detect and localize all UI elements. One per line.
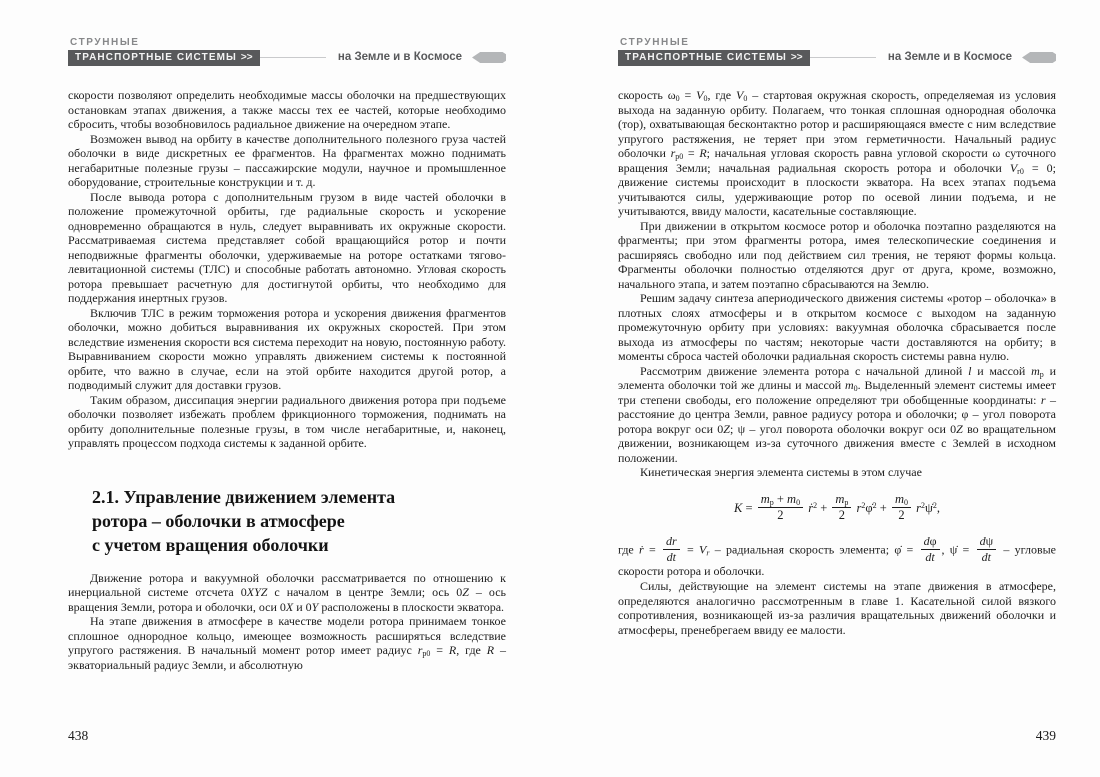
kinetic-energy-formula: K = $\frac{m_р + m_0}{2}$ ṙ$^2$ + $\frac{m_р}{2}$ $r^2\varphi̇^2$ + $\frac{m_0}{2}$ $r^2\psi̇^2$, [734, 491, 940, 523]
page-number: 439 [1035, 728, 1056, 743]
paragraph: Силы, действующие на элемент системы на этапе движения в атмосфере, определяются аналогично рассмотренным в главе 1. Касательной силой вязкого сопротивления, возникающей из-за различия вращательных движений оболочки и атмосферы, пренебрегаем ввиду ее малости. [618, 579, 1056, 637]
section-heading-line: с учетом вращения оболочки [92, 534, 329, 555]
running-head [68, 36, 506, 66]
paragraph: При движении в открытом космосе ротор и оболочка поэтапно разделяются на фрагменты; при этом фрагменты ротора, имея телескопические соединения и расширяясь свободно или под действием сил трения, не теряют формы кольца. Фрагменты оболочки полностью отделяются друг от друга, кроме, возможно, начального этапа, и затем поэтапно сбрасываются на Землю. [618, 218, 1056, 291]
paragraph: После вывода ротора с дополнительным грузом в виде частей оболочки в положение промежуточной орбиты, где радиальные скорость и ускорение одновременно обращаются в нуль, следует выравнивать их окружные скорости. Рассматриваемая система представляет собой вращающийся ротор и почти неподвижные фрагменты оболочки, удерживаемые на роторе остатками тягово-левитационной системы (ТЛС) и способные работать автономно. Угловая скорость ротора превышает расчетную для достигнутой орбиты, что необходимо для поддержания инертных грузов. [68, 189, 506, 305]
paragraph: скорость $\omega_0 = V_0$, где $V_0$ – стартовая окружная скорость, определяемая из условия выхода на заданную орбиту. Полагаем, что тонкая сплошная однородная оболочка (тор), охватывающая бесконтактно ротор и расширяющаяся вместе с ним вследствие упругого растяжения, не теряет при этом герметичности. Начальный радиус оболочки $r_{р0} = R$; начальная угловая скорость равна угловой скорости ω суточного вращения Земли; начальная радиальная скорость ротора и оболочки $V_{r0} = 0$; движение системы происходит в плоскости экватора. На всех этапах подъема учитываются силы, удерживающие ротор по осевой линии подъема, и не учитываются, ввиду малости, касательные составляющие. [618, 88, 1056, 218]
brand-box [618, 50, 810, 66]
right-text-column [618, 88, 1056, 637]
paragraph: Включив ТЛС в режим торможения ротора и ускорения движения фрагментов оболочки, можно добиться выравнивания их окружных скоростей. При этом вследствие изменения скорости вся система переходит на новую, постоянную работу. Выравниванием скорости можно управлять движением системы к постоянной орбите, что важно в случае, если на этой орбите находится другой ротор, а подводимый служит для доставки грузов. [68, 305, 506, 392]
header-rule [260, 57, 326, 58]
paragraph: Возможен вывод на орбиту в качестве дополнительного полезного груза частей оболочки в виде дискретных ее фрагментов. На фрагментах можно поднимать негабаритные полезные грузы – пассажирские модули, научное и промышленное оборудование, строительные конструкции и т. д. [68, 131, 506, 189]
brand-top-label: СТРУННЫЕ [70, 37, 140, 48]
paragraph: Кинетическая энергия элемента системы в этом случае [640, 465, 922, 479]
paragraph: Рассмотрим движение элемента ротора с начальной длиной l и массой $m_р$ и элемента оболочки той же длины и массой $m_0$. Выделенный элемент системы имеет три степени свободы, его положение определяют три обобщенные координаты: r – расстояние до центра Земли, равное радиусу ротора и оболочки; φ – угол поворота ротора вокруг оси 0Z; ψ – угол поворота оболочки вокруг оси 0Z во вращательном движении, возникающем из-за суточного движения вместе с Землей в исходном положении. [618, 363, 1057, 465]
left-text-column [68, 88, 506, 672]
section-heading [92, 485, 506, 557]
page-right [618, 36, 1056, 756]
section-heading-line: 2.1. Управление движением элемента [92, 486, 396, 507]
header-tagline: на Земле и в Космосе [337, 51, 462, 63]
section-heading-line: ротора – оболочки в атмосфере [92, 510, 345, 531]
paragraph: скорости позволяют определить необходимые массы оболочки на предшествующих остановкам этапах движения, а также массы тех ее частей, которые необходимо сбросить, чтобы возобновилось радиальное движение на очередном этапе. [68, 88, 506, 131]
brand-box-label: ТРАНСПОРТНЫЕ СИСТЕМЫ [75, 52, 237, 63]
header-tagline: на Земле и в Космосе [887, 51, 1012, 63]
paragraph: Движение ротора и вакуумной оболочки рассматривается по отношению к инерциальной системе отсчета 0XYZ с началом в центре Земли; ось 0Z – ось вращения Земли, ротора и оболочки, оси 0X и 0Y расположены в плоскости экватора. [68, 570, 506, 614]
left-arrow-icon [1022, 52, 1056, 63]
paragraph: На этапе движения в атмосфере в качестве модели ротора принимаем тонкое сплошное однородное кольцо, имеющее возможность расширяться вследствие упругого растяжения. В начальный момент ротор имеет радиус $r_{р0} = R$, где R – экваториальный радиус Земли, и абсолютную [68, 614, 506, 672]
running-head [618, 36, 1056, 66]
paragraph: где ṙ = $\frac{dr}{dt}$ = $V_r$ – радиальная скорость элемента; φ̇ = $\frac{d\varphi}{dt}$ , ψ̇ = $\frac{d\psi}{dt}$ – угловые скорости ротора и оболочки. [618, 534, 1056, 579]
chevrons-icon: >> [790, 52, 803, 63]
paragraph: Решим задачу синтеза апериодического движения системы «ротор – оболочка» в плотных слоях атмосферы и в открытом космосе с выходом на заданную промежуточную орбиту при условиях: вакуумная оболочка сбрасывается после выхода из атмосферы по частям; некоторые части доставляются на орбиту; в моменты сброса частей оболочки радиальная скорость системы равна нулю. [618, 291, 1056, 363]
brand-box-label: ТРАНСПОРТНЫЕ СИСТЕМЫ [625, 52, 787, 63]
brand-block [618, 37, 810, 66]
page-left [68, 36, 506, 756]
brand-top-label: СТРУННЫЕ [620, 37, 690, 48]
brand-block [68, 37, 260, 66]
chevrons-icon: >> [240, 52, 253, 63]
left-arrow-icon [472, 52, 506, 63]
header-rule [810, 57, 876, 58]
page-number: 438 [68, 728, 89, 743]
paragraph: Таким образом, диссипация энергии радиального движения ротора при подъеме оболочки позволяет избежать проблем фрикционного торможения, поднимать на орбиту дополнительные полезные грузы, в том числе негабаритные, и, наконец, управлять процессом подхода системы к заданной орбите. [68, 392, 506, 450]
brand-box [68, 50, 260, 66]
